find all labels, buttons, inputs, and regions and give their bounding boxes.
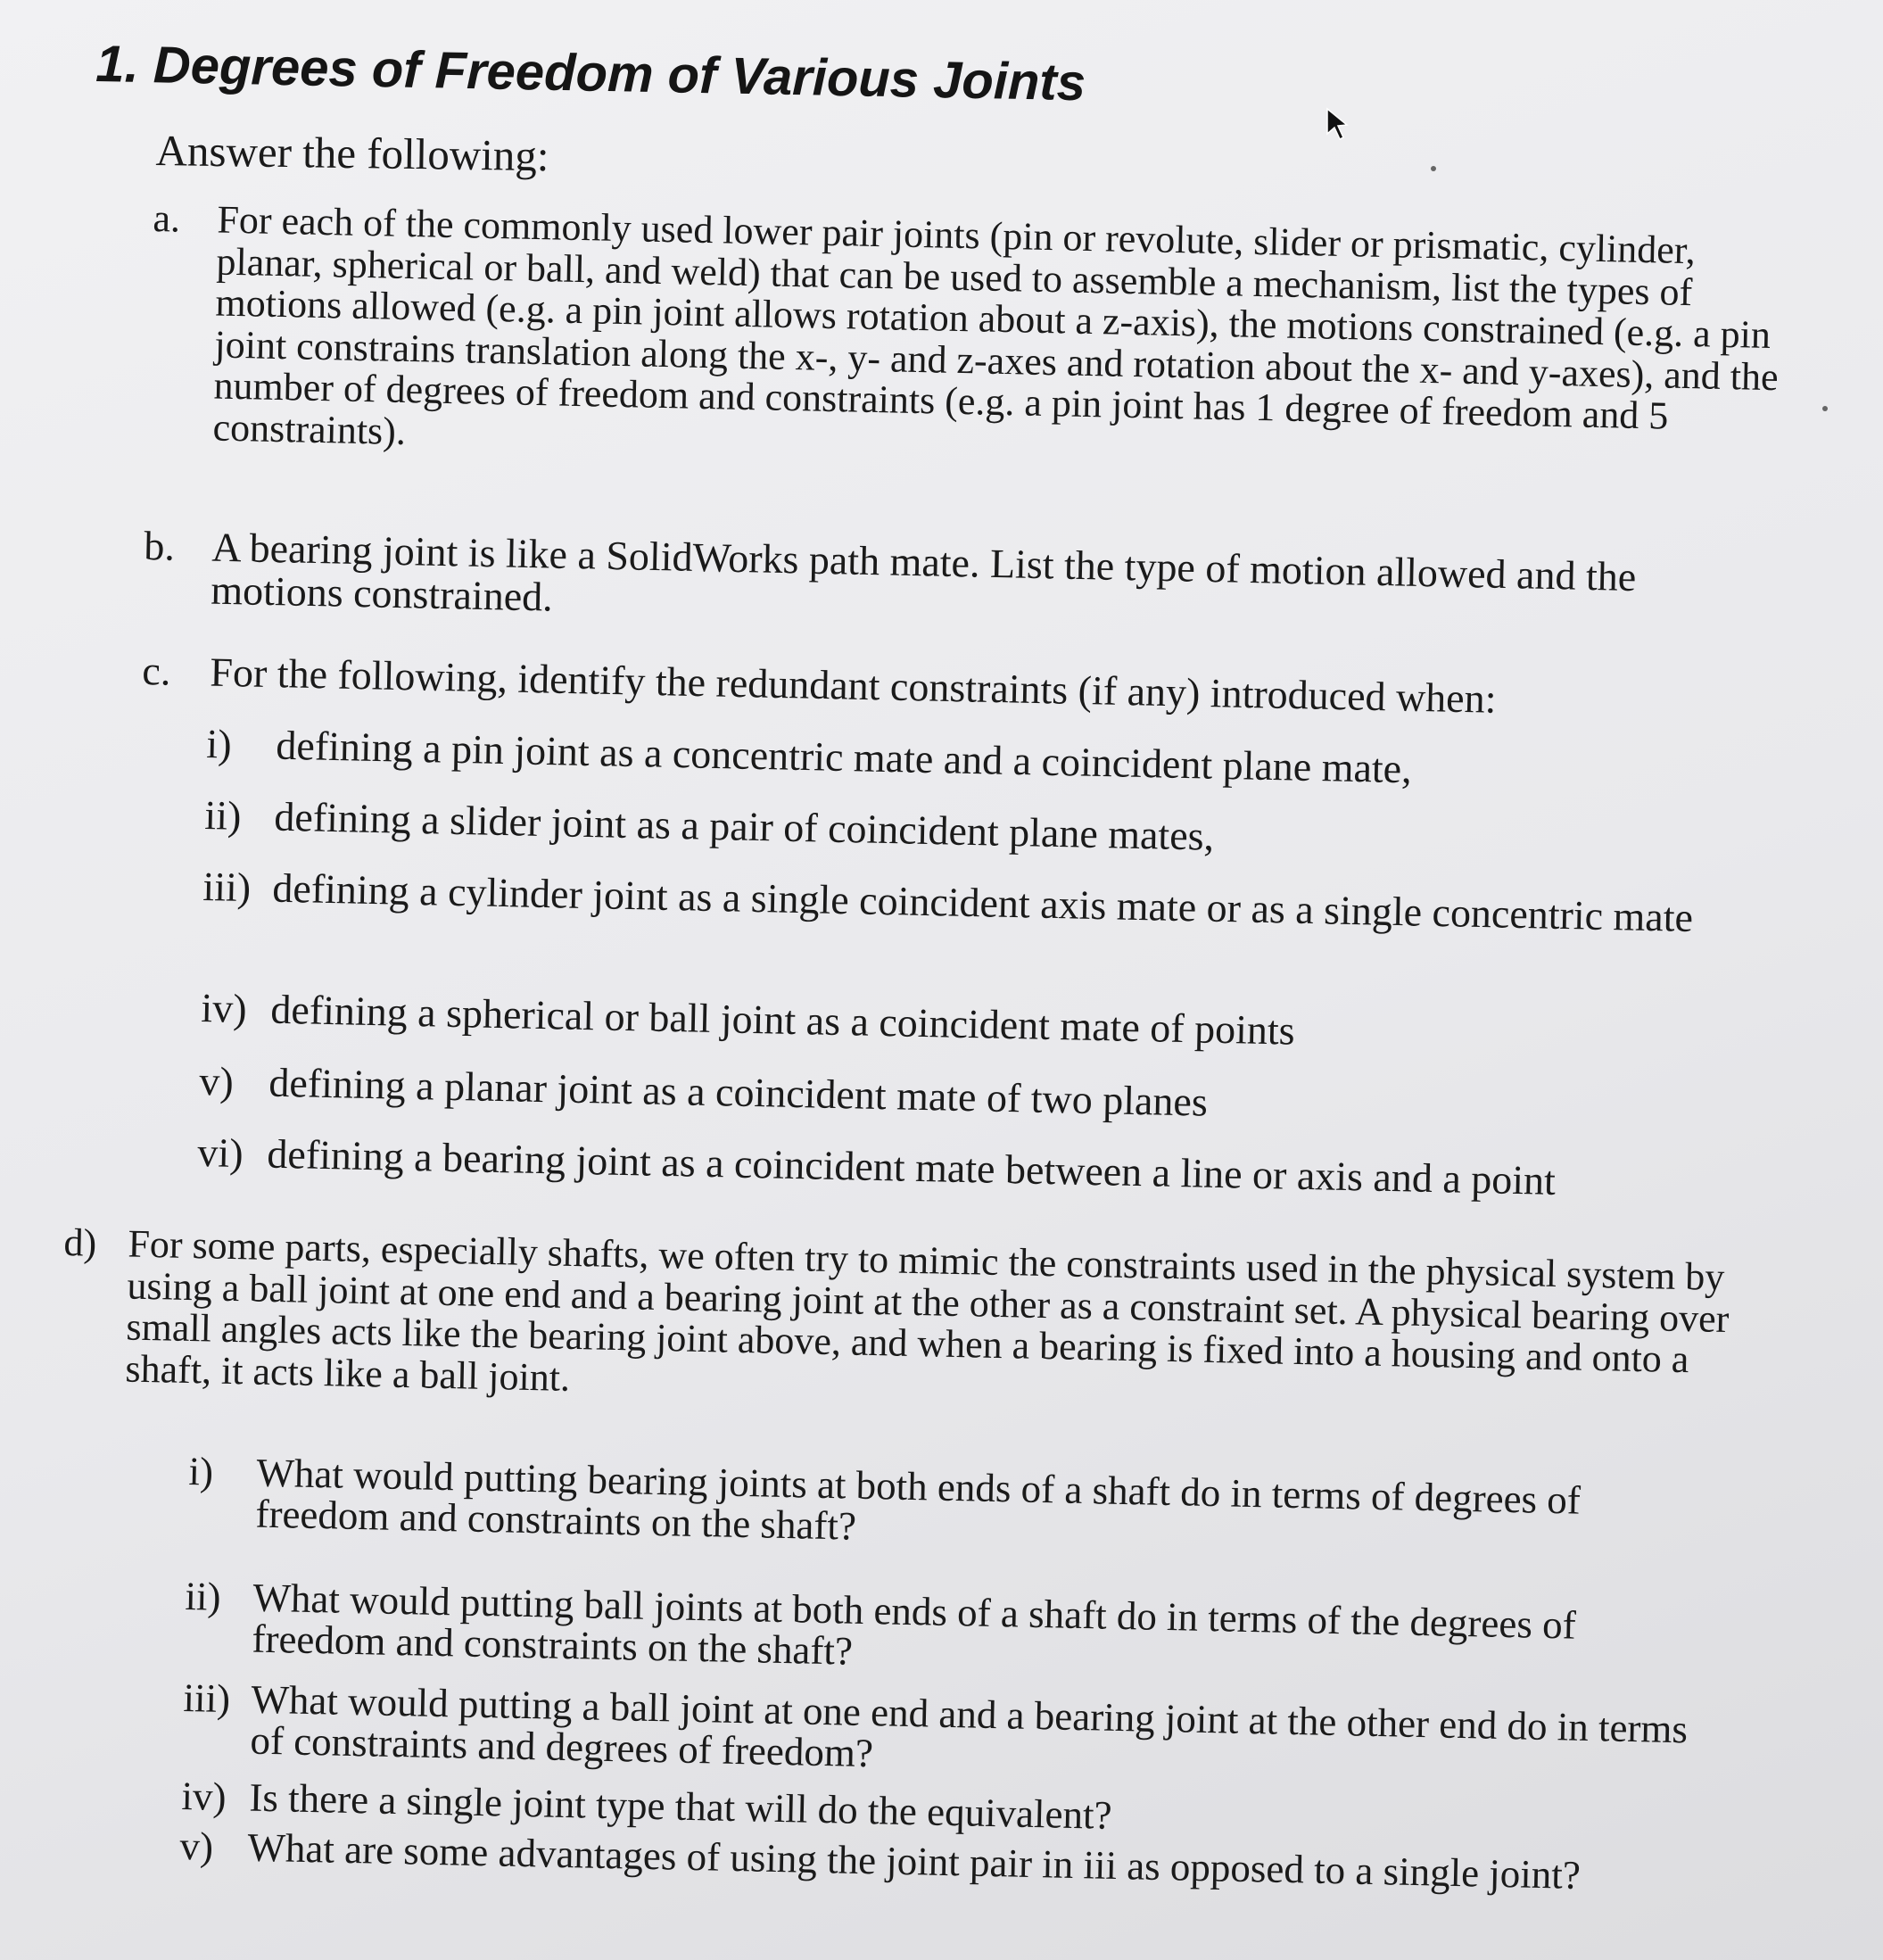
part-c-item bbox=[204, 794, 1722, 868]
part-c-item-text: defining a pin joint as a concentric mate and a coincident plane mate, bbox=[275, 722, 1413, 792]
part-c-item-text: defining a cylinder joint as a single coincident axis mate or as a single concentric mate bbox=[271, 864, 1694, 940]
part-d-item-text: What would putting bearing joints at both ends of a shaft do in terms of degrees of freedom and constraints on the shaft? bbox=[255, 1450, 1582, 1549]
part-d-item-text: What would putting a ball joint at one end and a bearing joint at the other end do in terms of constraints and degrees of freedom? bbox=[250, 1676, 1689, 1776]
part-d-item-marker: v) bbox=[178, 1824, 214, 1869]
part-c-item bbox=[197, 1131, 1714, 1205]
part-d bbox=[61, 1222, 1731, 1423]
part-d-item bbox=[184, 1575, 1702, 1690]
part-a bbox=[148, 198, 1794, 481]
screen-speck bbox=[1431, 166, 1436, 171]
mouse-cursor-icon bbox=[1324, 107, 1350, 143]
part-d-item bbox=[182, 1677, 1700, 1791]
question-title: 1. Degrees of Freedom of Various Joints bbox=[95, 34, 1086, 112]
part-d-item-text: What are some advantages of using the joint pair in iii as opposed to a single joint? bbox=[246, 1824, 1582, 1898]
part-d-text: For some parts, especially shafts, we often try to mimic the constraints used in the physical system by using a ball joint at one end and a bearing joint at the other as a constraint set. A physical bearing over small angles acts like the bearing joint above, and when a bearing is fixed into a housing and onto a shaft, it acts like a ball joint. bbox=[125, 1221, 1730, 1400]
part-c bbox=[142, 649, 1748, 726]
part-d-item-text: What would putting ball joints at both ends of a shaft do in terms of the degrees of freedom and constraints on the shaft? bbox=[252, 1575, 1577, 1674]
part-c-text: For the following, identify the redundant constraints (if any) introduced when: bbox=[209, 649, 1497, 722]
part-c-item-text: defining a spherical or ball joint as a coincident mate of points bbox=[269, 986, 1296, 1054]
part-d-item-marker: ii) bbox=[184, 1574, 222, 1619]
part-d-marker: d) bbox=[63, 1220, 97, 1265]
part-a-text: For each of the commonly used lower pair joints (pin or revolute, slider or prismatic, cylinder, planar, spherical or ball, and weld) that can be used to assemble a mechanism, list the types of motions allowed (e.g. a pin joint allows rotation about a z-axis), the motions constrained (e.g. a pin joint constrains translation along the x-, y- and z-axes and rotation about the x- and y-axes), and the number of degrees of freedom and constraints (e.g. a pin joint has 1 degree of freedom and 5 constraints). bbox=[212, 197, 1780, 453]
part-b-marker: b. bbox=[143, 523, 176, 569]
part-a-marker: a. bbox=[153, 196, 181, 241]
part-c-item-marker: iii) bbox=[202, 864, 252, 911]
part-d-item-text: Is there a single joint type that will do the equivalent? bbox=[248, 1774, 1113, 1838]
part-c-item-marker: i) bbox=[205, 721, 233, 767]
part-c-item-marker: iv) bbox=[200, 985, 248, 1032]
part-c-item-text: defining a bearing joint as a coincident mate between a line or axis and a point bbox=[266, 1130, 1557, 1203]
part-c-item-text: defining a planar joint as a coincident mate of two planes bbox=[268, 1059, 1209, 1125]
part-c-item-text: defining a slider joint as a pair of coincident plane mates, bbox=[273, 793, 1215, 859]
part-d-item-marker: iii) bbox=[182, 1675, 231, 1722]
part-d-item bbox=[187, 1451, 1705, 1565]
part-d-item-marker: i) bbox=[187, 1449, 214, 1494]
part-c-marker: c. bbox=[141, 648, 171, 694]
part-c-item bbox=[206, 723, 1723, 797]
part-d-item-marker: iv) bbox=[180, 1774, 227, 1820]
part-c-item bbox=[201, 987, 1718, 1061]
part-c-item bbox=[199, 1060, 1716, 1134]
part-c-item bbox=[202, 865, 1702, 939]
part-c-item-marker: v) bbox=[198, 1058, 235, 1104]
part-c-item-marker: ii) bbox=[203, 792, 242, 839]
part-c-item-marker: vi) bbox=[196, 1129, 244, 1177]
part-b bbox=[143, 525, 1750, 644]
intro-text: Answer the following: bbox=[155, 125, 549, 181]
screen-speck bbox=[1822, 406, 1828, 411]
part-b-text: A bearing joint is like a SolidWorks path mate. List the type of motion allowed and the motions constrained. bbox=[210, 524, 1637, 620]
